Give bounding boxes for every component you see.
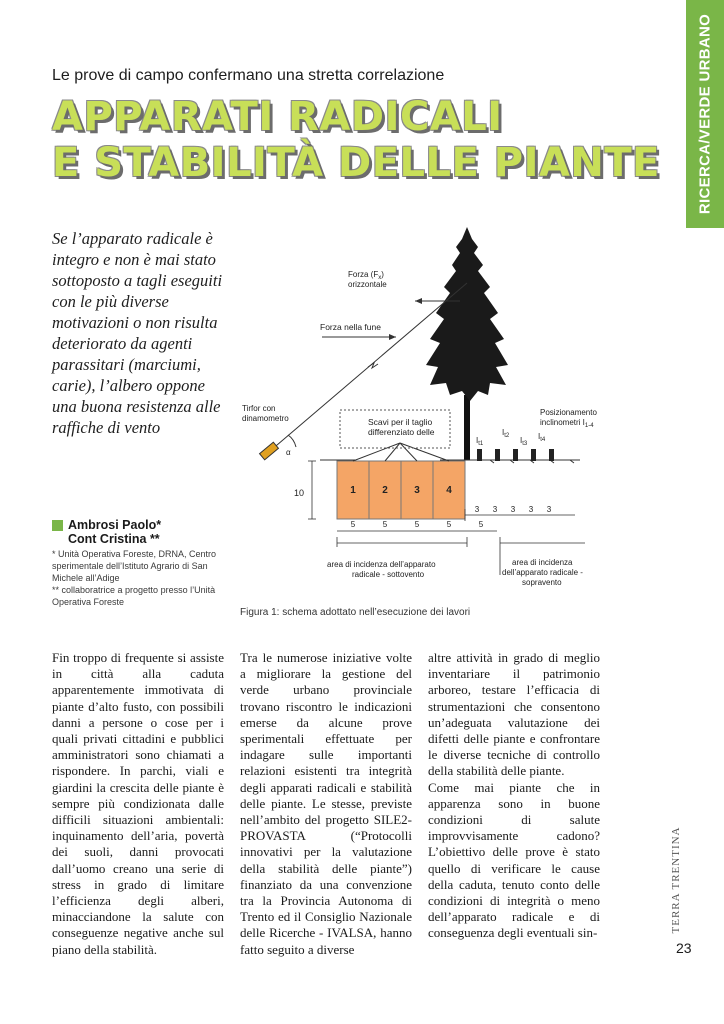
col1-paragraph: Fin troppo di frequente si assiste in città alla caduta apparentemente immotivata di piante d’alto fusto, con possibili danni a persone o cose per i quali privati cittadini e pubblici amministratori sono chiamati a rispondere. In parchi, viali e giardini la crescita delle piante è sempre più condizionata dalle difficili situazioni ambientali: inquinamento dell’aria, povertà dei suoli, danni provocati dall’uomo creano una serie di stress in grado di limitare l’efficienza degli alberi, minacciandone la salute con conseguenze negative anche sul piano della stabilità. [52,650,224,957]
force-horizontal-label-2: orizzontale [348,280,387,289]
body-column-1 [52,650,224,958]
page-number: 23 [676,940,692,956]
dim-upper-2: 3 [492,505,498,514]
author-note-1: * Unità Operativa Foreste, DRNA, Centro sperimentale dell’Istituto Agrario di San Michele all’Adige [52,549,217,583]
col3-paragraph-1: altre attività in grado di meglio inventariare il patrimonio arboreo, testare l’efficacia di strumentazioni che consentono un’adeguata valutazione dei difetti delle piante e confrontare le diverse tecniche di controllo della stabilità delle piante. [428,650,600,779]
rope-slack [368,363,378,368]
col2-paragraph: Tra le numerose iniziative volte a migliorare la gestione del verde urbano provinciale trovano riscontro le indicazioni emerse da alcune prove sperimentali effettuate per indagare sulle importanti relazioni esistenti tra integrità degli apparati radicali e stabilità delle piante. Le stesse, previste nell’ambito del progetto SILE2-PROVASTA (“Protocolli innovativi per la valutazione della stabilità delle piante”) finanziato da una convenzione tra la Provincia Autonoma di Trento ed il Consiglio Nazionale delle Ricerche - IVALSA, hanno fatto seguito a diverse [240,650,412,957]
kicker: Le prove di campo confermano una stretta correlazione [52,67,445,84]
dim-lower-4: 5 [446,520,452,529]
dim-lower-2: 5 [382,520,388,529]
author-2: Cont Cristina ** [68,532,160,546]
title-line-2: E STABILITÀ DELLE PIANTE [52,140,660,186]
section-3-label: 3 [414,485,420,496]
scavi-label-1: Scavi per il taglio [368,417,433,427]
area-left-label-2: radicale - sottovento [352,570,425,579]
lower-dims [351,520,484,529]
alpha-label: α [286,448,291,457]
scavi-label-2: differenziato delle [368,427,435,437]
tirfor-label-2: dinamometro [242,414,289,423]
section-1-label: 1 [350,485,356,496]
article-title [52,94,660,186]
area-right-label-3: sopravento [522,578,562,587]
area-right-label-2: dell’apparato radicale - [502,568,583,577]
pos-label-1: Posizionamento [540,408,597,417]
incl-label-1: $I_{t1}$ [476,436,484,447]
dim-lower-3: 5 [414,520,420,529]
dim-10-label: 10 [293,488,304,498]
incl-label-4: $I_{t4}$ [538,432,546,443]
running-head: TERRA TRENTINA [670,826,682,934]
body-column-2 [240,650,412,958]
dim-lower-1: 5 [350,520,356,529]
dim-upper-4: 3 [528,505,534,514]
title-line-1: APPARATI RADICALI [52,94,503,140]
section-2-label: 2 [382,485,388,496]
tirfor-device [260,442,279,460]
section-tab-label: RICERCA/VERDE URBANO [696,13,714,215]
area-right-label-1: area di incidenza [512,558,573,567]
arrow-head-icon [389,334,396,340]
author-1: Ambrosi Paolo* [68,518,162,532]
section-tab [686,0,724,228]
arrow-head-icon [415,298,422,304]
scavi-pointers [353,443,449,461]
authors [52,518,161,546]
dim-upper-3: 3 [510,505,516,514]
col3-paragraph-2: Come mai piante che in apparenza sono in buone condizioni di salute improvvisamente cadono? L’obiettivo delle prove è stato quello di verificare le cause della caduta, tenuto conto delle condizioni di integrità o meno dell’apparato radicale e di conseguenza degli eventuali sin- [428,779,600,941]
incl-label-3: $I_{t3}$ [520,436,528,447]
dim-upper-1: 3 [474,505,480,514]
dim-upper-5: 3 [546,505,552,514]
section-4-label: 4 [446,485,452,496]
force-rope-label: Forza nella fune [320,322,381,332]
angle-arc [288,435,296,447]
tree-illustration [426,227,508,460]
author-note-2: ** collaboratrice a progetto presso l’Unità Operativa Foreste [52,585,216,607]
inclinometers [477,449,554,461]
dim-lower-5: 5 [478,520,484,529]
upper-dims [475,505,552,514]
body-column-3 [428,650,600,942]
force-horizontal-label: Forza $(F_x)$ [348,270,384,281]
author-marker-icon [52,520,63,531]
figure-diagram [240,225,620,600]
inclinometer-labels [476,428,546,447]
area-left-label-1: area di incidenza dell’apparato [327,560,436,569]
tirfor-label-1: Tirfor con [242,404,276,413]
lead-paragraph: Se l’apparato radicale è integro e non è mai stato sottoposto a tagli eseguiti con le più diverse motivazioni o non risulta deteriorato da agenti parassitari (marciumi, carie), l’albero oppone una buona resistenza alle raffiche di vento [52,229,223,437]
incl-label-2: $I_{t2}$ [502,428,510,439]
author-notes [52,548,232,608]
figure-caption: Figura 1: schema adottato nell’esecuzione dei lavori [240,607,471,618]
pos-label-2: inclinometri $I_{1-4}$ [540,418,594,429]
